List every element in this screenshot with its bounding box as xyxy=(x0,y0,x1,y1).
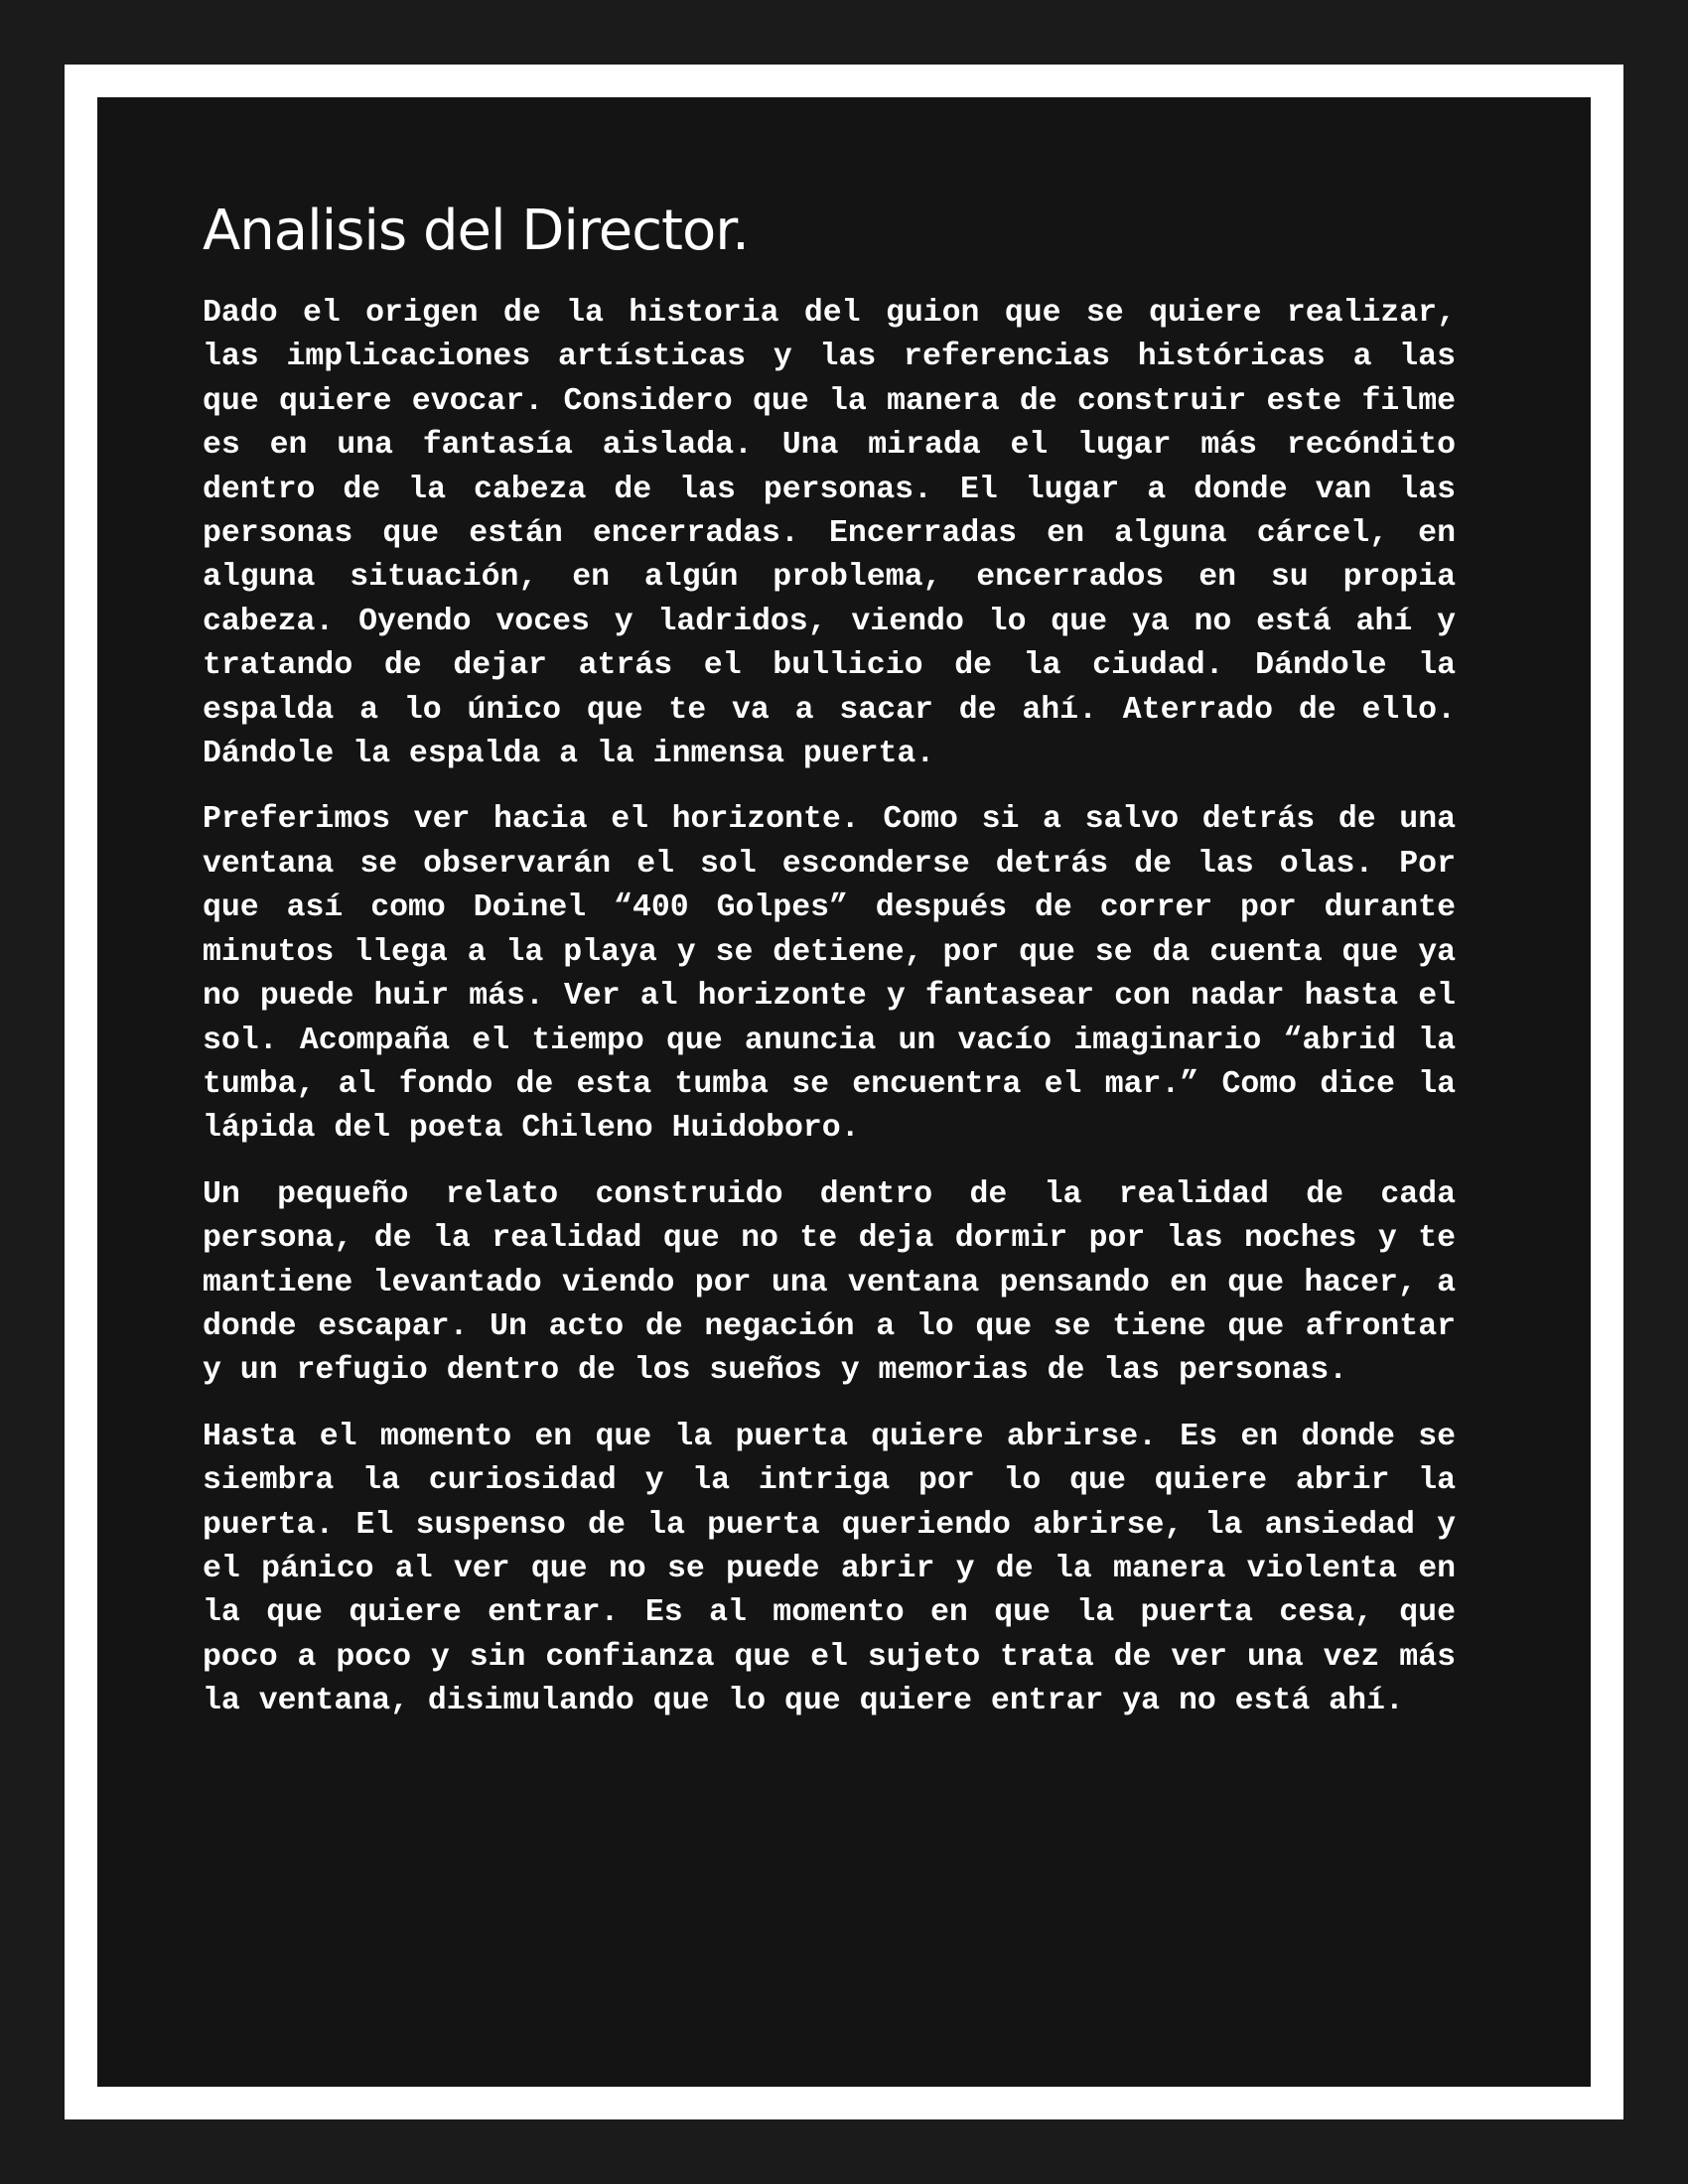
paragraph-2: Preferimos ver hacia el horizonte. Como si a salvo detrás de una ventana se observarán el sol esconderse detrás de las olas. Por que así como Doinel “400 Golpes” después de correr por durante minutos llega a la playa y se detiene, por que se da cuenta que ya no puede huir más. Ver al horizonte y fantasear con nadar hasta el sol. Acompaña el tiempo que anuncia un vacío imaginario “abrid la tumba, al fondo de esta tumba se encuentra el mar.” Como dice la lápida del poeta Chileno Huidoboro. xyxy=(203,802,1456,1147)
document-body xyxy=(203,139,1456,1746)
paragraph-1: Dado el origen de la historia del guion que se quiere realizar, las implicaciones artísticas y las referencias históricas a las que quiere evocar. Considero que la manera de construir este filme es en una fantasía aislada. Una mirada el lugar más recóndito dentro de la cabeza de las personas. El lugar a donde van las personas que están encerradas. Encerradas en alguna cárcel, en alguna situación, en algún problema, encerrados en su propia cabeza. Oyendo voces y ladridos, viendo lo que ya no está ahí y tratando de dejar atrás el bullicio de la ciudad. Dándole la espalda a lo único que te va a sacar de ahí. Aterrado de ello. Dándole la espalda a la inmensa puerta. xyxy=(203,296,1456,772)
paragraph-4: Hasta el momento en que la puerta quiere abrirse. Es en donde se siembra la curiosidad y la intriga por lo que quiere abrir la puerta. El suspenso de la puerta queriendo abrirse, la ansiedad y el pánico al ver que no se puede abrir y de la manera violenta en la que quiere entrar. Es al momento en que la puerta cesa, que poco a poco y sin confianza que el sujeto trata de ver una vez más la ventana, disimulando que lo que quiere entrar ya no está ahí. xyxy=(203,1419,1456,1719)
page-title: Analisis del Director. xyxy=(203,199,749,263)
paragraph-3: Un pequeño relato construido dentro de la realidad de cada persona, de la realidad que no te deja dormir por las noches y te mantiene levantado viendo por una ventana pensando en que hacer, a donde escapar. Un acto de negación a lo que se tiene que afrontar y un refugio dentro de los sueños y memorias de las personas. xyxy=(203,1176,1456,1389)
